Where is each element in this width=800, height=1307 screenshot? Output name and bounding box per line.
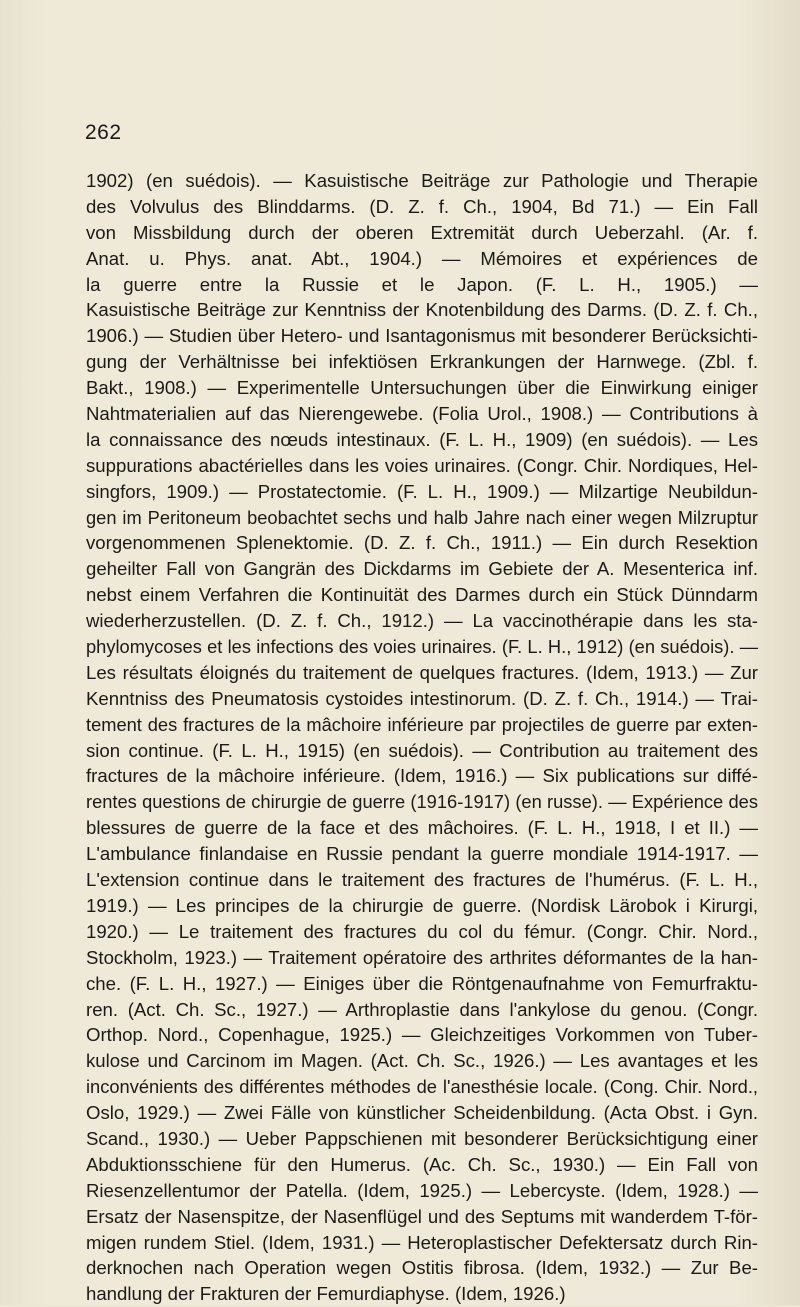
text-line: L'extension continue dans le traitement des fractures de l'humérus. (F. L. H., (86, 869, 758, 891)
text-line: vorgenommenen Splenektomie. (D. Z. f. Ch., 1911.) — Ein durch Resektion (86, 532, 758, 554)
text-line: phylomycoses et les infections des voies urinaires. (F. L. H., 1912) (en suédois). — (86, 636, 758, 658)
text-line: kulose und Carcinom im Magen. (Act. Ch. Sc., 1926.) — Les avantages et les (86, 1050, 758, 1072)
text-line: Nahtmaterialien auf das Nierengewebe. (Folia Urol., 1908.) — Contributions à (86, 403, 758, 425)
text-line: von Missbildung durch der oberen Extremität durch Ueberzahl. (Ar. f. (86, 221, 758, 243)
text-line: Orthop. Nord., Copenhague, 1925.) — Gleichzeitiges Vorkommen von Tuber- (86, 1024, 758, 1046)
text-line: la connaissance des nœuds intestinaux. (F. L. H., 1909) (en suédois). — Les (86, 428, 758, 450)
text-line: sion continue. (F. L. H., 1915) (en suédois). — Contribution au traitement des (86, 739, 758, 761)
text-line: che. (F. L. H., 1927.) — Einiges über die Röntgenaufnahme von Femurfraktu- (86, 972, 758, 994)
text-line: Kasuistische Beiträge zur Kenntniss der Knotenbildung des Darms. (D. Z. f. Ch., (86, 299, 758, 321)
text-line: singfors, 1909.) — Prostatectomie. (F. L. H., 1909.) — Milzartige Neubildun- (86, 480, 758, 502)
text-line: ren. (Act. Ch. Sc., 1927.) — Arthroplastie dans l'ankylose du genou. (Congr. (86, 998, 758, 1020)
text-line: derknochen nach Operation wegen Ostitis fibrosa. (Idem, 1932.) — Zur Be- (86, 1257, 758, 1279)
page-number: 262 (85, 121, 122, 144)
text-line: migen rundem Stiel. (Idem, 1931.) — Heteroplastischer Defektersatz durch Rin- (86, 1231, 758, 1253)
text-line: blessures de guerre de la face et des mâchoires. (F. L. H., 1918, I et II.) — (86, 817, 758, 839)
text-line: tement des fractures de la mâchoire inférieure par projectiles de guerre par exten- (86, 713, 758, 735)
text-line: Riesenzellentumor der Patella. (Idem, 1925.) — Lebercyste. (Idem, 1928.) — (86, 1179, 758, 1201)
text-line: Stockholm, 1923.) — Traitement opératoire des arthrites déformantes de la han- (86, 946, 758, 968)
text-line: 1902) (en suédois). — Kasuistische Beiträge zur Pathologie und Therapie (86, 170, 758, 191)
text-line: fractures de la mâchoire inférieure. (Idem, 1916.) — Six publications sur diffé- (86, 765, 758, 787)
text-line: Scand., 1930.) — Ueber Pappschienen mit besonderer Berücksichtigung einer (86, 1127, 758, 1149)
text-line: des Volvulus des Blinddarms. (D. Z. f. Ch., 1904, Bd 71.) — Ein Fall (86, 195, 758, 217)
text-line: Kenntniss des Pneumatosis cystoides intestinorum. (D. Z. f. Ch., 1914.) — Trai- (86, 687, 758, 709)
text-line: rentes questions de chirurgie de guerre (1916-1917) (en russe). — Expérience des (86, 791, 758, 813)
text-line: Anat. u. Phys. anat. Abt., 1904.) — Mémoires et expériences de (86, 247, 758, 269)
text-line: inconvénients des différentes méthodes de l'anesthésie locale. (Cong. Chir. Nord., (86, 1076, 758, 1098)
text-line: handlung der Frakturen der Femurdiaphyse. (Idem, 1926.) (86, 1283, 566, 1305)
text-line: geheilter Fall von Gangrän des Dickdarms im Gebiete der A. Mesenterica inf. (86, 558, 758, 580)
text-line: wiederherzustellen. (D. Z. f. Ch., 1912.) — La vaccinothérapie dans les sta- (86, 610, 758, 632)
bibliography-text (86, 168, 758, 1307)
text-line: 1920.) — Le traitement des fractures du col du fémur. (Congr. Chir. Nord., (86, 920, 758, 942)
text-line: la guerre entre la Russie et le Japon. (F. L. H., 1905.) — (86, 273, 758, 295)
text-line: Abduktionsschiene für den Humerus. (Ac. Ch. Sc., 1930.) — Ein Fall von (86, 1153, 758, 1175)
text-line: nebst einem Verfahren die Kontinuität des Darmes durch ein Stück Dünndarm (86, 584, 758, 606)
text-line: suppurations abactérielles dans les voies urinaires. (Congr. Chir. Nordiques, Hel- (86, 454, 758, 476)
text-line: L'ambulance finlandaise en Russie pendant la guerre mondiale 1914-1917. — (86, 843, 758, 865)
text-line: gung der Verhältnisse bei infektiösen Erkrankungen der Harnwege. (Zbl. f. (86, 351, 758, 373)
text-line: gen im Peritoneum beobachtet sechs und halb Jahre nach einer wegen Milzruptur (86, 506, 758, 528)
text-line: Les résultats éloignés du traitement de quelques fractures. (Idem, 1913.) — Zur (86, 661, 758, 683)
text-line: 1906.) — Studien über Hetero- und Isantagonismus mit besonderer Berücksichti- (86, 325, 758, 347)
text-line: 1919.) — Les principes de la chirurgie de guerre. (Nordisk Lärobok i Kirurgi, (86, 894, 758, 916)
text-line: Ersatz der Nasenspitze, der Nasenflügel und des Septums mit wanderdem T-för- (86, 1205, 758, 1227)
text-line: Bakt., 1908.) — Experimentelle Untersuchungen über die Einwirkung einiger (86, 377, 758, 399)
text-line: Oslo, 1929.) — Zwei Fälle von künstlicher Scheidenbildung. (Acta Obst. i Gyn. (86, 1102, 758, 1124)
